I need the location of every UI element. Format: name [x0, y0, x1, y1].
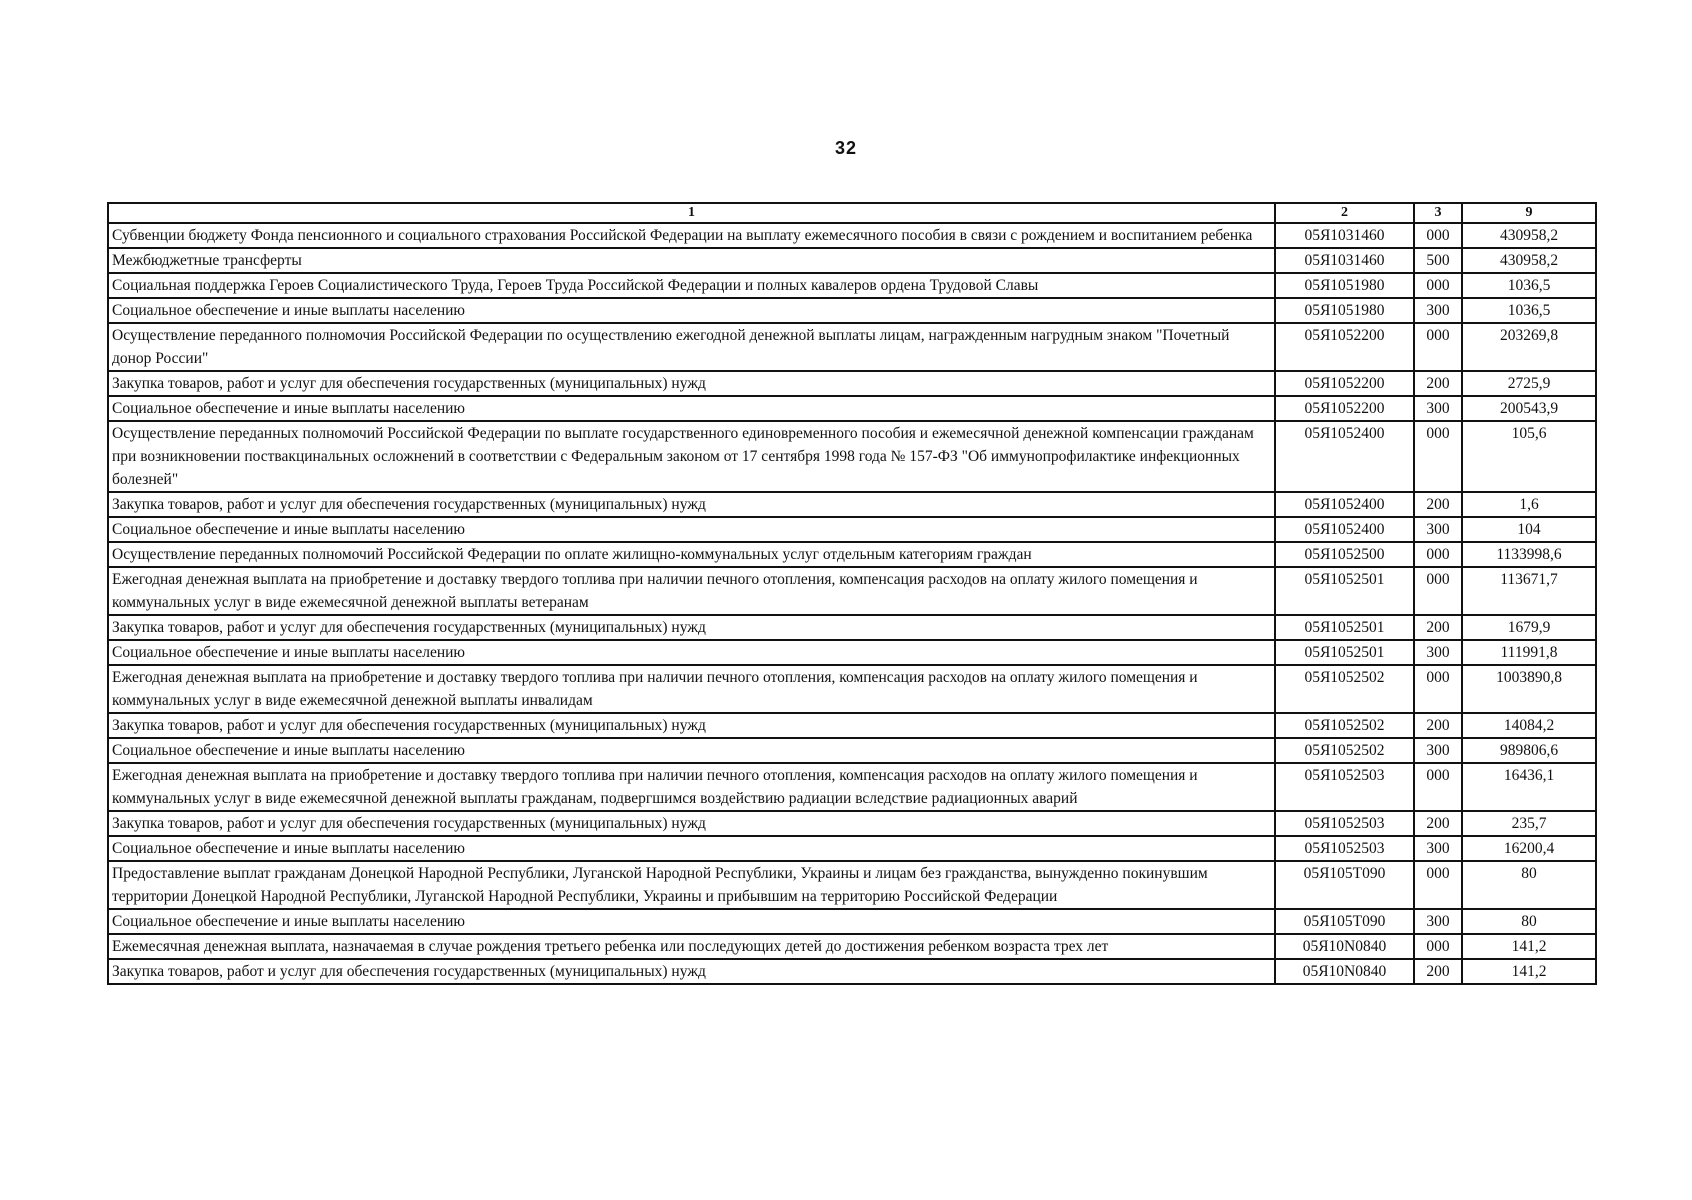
- row-amount: 104: [1462, 517, 1596, 542]
- table-row: [108, 959, 1596, 984]
- row-code: 05Я1031460: [1275, 248, 1414, 273]
- row-name: Социальное обеспечение и иные выплаты населению: [108, 517, 1275, 542]
- row-name: Осуществление переданных полномочий Российской Федерации по оплате жилищно-коммунальных услуг отдельным категориям граждан: [108, 542, 1275, 567]
- row-code: 05Я105Т090: [1275, 861, 1414, 909]
- table-row: [108, 223, 1596, 248]
- row-code: 05Я1052503: [1275, 836, 1414, 861]
- row-code: 05Я105Т090: [1275, 909, 1414, 934]
- row-code: 05Я1052400: [1275, 492, 1414, 517]
- row-type: 000: [1414, 323, 1462, 371]
- table-row: [108, 421, 1596, 492]
- row-amount: 14084,2: [1462, 713, 1596, 738]
- row-code: 05Я1052200: [1275, 396, 1414, 421]
- row-name: Закупка товаров, работ и услуг для обеспечения государственных (муниципальных) нужд: [108, 492, 1275, 517]
- table-row: [108, 273, 1596, 298]
- row-type: 000: [1414, 665, 1462, 713]
- table-row: [108, 861, 1596, 909]
- row-type: 200: [1414, 371, 1462, 396]
- table-header-row: [108, 203, 1596, 223]
- table-row: [108, 396, 1596, 421]
- table-row: [108, 248, 1596, 273]
- table-row: [108, 934, 1596, 959]
- row-amount: 430958,2: [1462, 248, 1596, 273]
- row-code: 05Я1052501: [1275, 615, 1414, 640]
- row-code: 05Я1051980: [1275, 298, 1414, 323]
- table-row: [108, 811, 1596, 836]
- header-col-type: 3: [1414, 203, 1462, 223]
- table-row: [108, 371, 1596, 396]
- table-row: [108, 492, 1596, 517]
- row-name: Осуществление переданных полномочий Российской Федерации по выплате государственного единовременного пособия и ежемесячной денежной компенсации гражданам при возникновении поствакцинальных осложнений в соответствии с Федеральным законом от 17 сентября 1998 года № 157-ФЗ "Об иммунопрофилактике инфекционных болезней": [108, 421, 1275, 492]
- row-amount: 1036,5: [1462, 273, 1596, 298]
- row-type: 500: [1414, 248, 1462, 273]
- row-code: 05Я1052400: [1275, 421, 1414, 492]
- table-row: [108, 615, 1596, 640]
- row-code: 05Я1052400: [1275, 517, 1414, 542]
- row-name: Ежегодная денежная выплата на приобретение и доставку твердого топлива при наличии печного отопления, компенсация расходов на оплату жилого помещения и коммунальных услуг в виде ежемесячной денежной выплаты гражданам, подвергшимся воздействию радиации вследствие радиационных аварий: [108, 763, 1275, 811]
- table-row: [108, 713, 1596, 738]
- row-name: Социальное обеспечение и иные выплаты населению: [108, 836, 1275, 861]
- row-amount: 1133998,6: [1462, 542, 1596, 567]
- budget-table: [107, 202, 1597, 985]
- table-row: [108, 567, 1596, 615]
- row-amount: 1036,5: [1462, 298, 1596, 323]
- table-row: [108, 909, 1596, 934]
- row-type: 200: [1414, 615, 1462, 640]
- row-type: 000: [1414, 861, 1462, 909]
- row-type: 300: [1414, 640, 1462, 665]
- row-code: 05Я1052501: [1275, 640, 1414, 665]
- row-amount: 141,2: [1462, 959, 1596, 984]
- row-type: 200: [1414, 811, 1462, 836]
- row-type: 300: [1414, 396, 1462, 421]
- row-amount: 200543,9: [1462, 396, 1596, 421]
- row-code: 05Я1052502: [1275, 665, 1414, 713]
- row-type: 000: [1414, 421, 1462, 492]
- row-amount: 105,6: [1462, 421, 1596, 492]
- table-row: [108, 665, 1596, 713]
- row-name: Социальная поддержка Героев Социалистического Труда, Героев Труда Российской Федерации и полных кавалеров ордена Трудовой Славы: [108, 273, 1275, 298]
- row-code: 05Я1052501: [1275, 567, 1414, 615]
- row-amount: 111991,8: [1462, 640, 1596, 665]
- row-name: Ежегодная денежная выплата на приобретение и доставку твердого топлива при наличии печного отопления, компенсация расходов на оплату жилого помещения и коммунальных услуг в виде ежемесячной денежной выплаты ветеранам: [108, 567, 1275, 615]
- row-name: Закупка товаров, работ и услуг для обеспечения государственных (муниципальных) нужд: [108, 615, 1275, 640]
- row-name: Субвенции бюджету Фонда пенсионного и социального страхования Российской Федерации на выплату ежемесячного пособия в связи с рождением и воспитанием ребенка: [108, 223, 1275, 248]
- row-name: Социальное обеспечение и иные выплаты населению: [108, 298, 1275, 323]
- row-amount: 141,2: [1462, 934, 1596, 959]
- row-name: Ежегодная денежная выплата на приобретение и доставку твердого топлива при наличии печного отопления, компенсация расходов на оплату жилого помещения и коммунальных услуг в виде ежемесячной денежной выплаты инвалидам: [108, 665, 1275, 713]
- row-type: 000: [1414, 273, 1462, 298]
- row-type: 300: [1414, 517, 1462, 542]
- row-name: Закупка товаров, работ и услуг для обеспечения государственных (муниципальных) нужд: [108, 713, 1275, 738]
- row-type: 000: [1414, 223, 1462, 248]
- row-type: 000: [1414, 567, 1462, 615]
- table-row: [108, 763, 1596, 811]
- row-amount: 203269,8: [1462, 323, 1596, 371]
- table-row: [108, 517, 1596, 542]
- row-amount: 2725,9: [1462, 371, 1596, 396]
- header-col-amount: 9: [1462, 203, 1596, 223]
- row-type: 300: [1414, 836, 1462, 861]
- row-type: 200: [1414, 492, 1462, 517]
- table-body: [108, 223, 1596, 984]
- row-type: 300: [1414, 738, 1462, 763]
- header-col-code: 2: [1275, 203, 1414, 223]
- header-col-name: 1: [108, 203, 1275, 223]
- row-name: Закупка товаров, работ и услуг для обеспечения государственных (муниципальных) нужд: [108, 959, 1275, 984]
- row-amount: 430958,2: [1462, 223, 1596, 248]
- row-name: Межбюджетные трансферты: [108, 248, 1275, 273]
- row-name: Социальное обеспечение и иные выплаты населению: [108, 909, 1275, 934]
- page-number: 32: [834, 138, 858, 158]
- row-code: 05Я10N0840: [1275, 934, 1414, 959]
- row-amount: 80: [1462, 909, 1596, 934]
- table-row: [108, 836, 1596, 861]
- row-type: 000: [1414, 763, 1462, 811]
- row-name: Социальное обеспечение и иные выплаты населению: [108, 640, 1275, 665]
- row-code: 05Я1052502: [1275, 738, 1414, 763]
- row-name: Закупка товаров, работ и услуг для обеспечения государственных (муниципальных) нужд: [108, 371, 1275, 396]
- row-code: 05Я1052200: [1275, 323, 1414, 371]
- row-amount: 1003890,8: [1462, 665, 1596, 713]
- row-amount: 1679,9: [1462, 615, 1596, 640]
- row-amount: 235,7: [1462, 811, 1596, 836]
- row-code: 05Я1052200: [1275, 371, 1414, 396]
- row-amount: 16436,1: [1462, 763, 1596, 811]
- row-name: Социальное обеспечение и иные выплаты населению: [108, 396, 1275, 421]
- row-code: 05Я1051980: [1275, 273, 1414, 298]
- row-code: 05Я10N0840: [1275, 959, 1414, 984]
- row-code: 05Я1052503: [1275, 763, 1414, 811]
- row-name: Социальное обеспечение и иные выплаты населению: [108, 738, 1275, 763]
- row-type: 000: [1414, 542, 1462, 567]
- row-name: Ежемесячная денежная выплата, назначаемая в случае рождения третьего ребенка или последующих детей до достижения ребенком возраста трех лет: [108, 934, 1275, 959]
- row-code: 05Я1031460: [1275, 223, 1414, 248]
- row-amount: 1,6: [1462, 492, 1596, 517]
- row-amount: 113671,7: [1462, 567, 1596, 615]
- row-amount: 16200,4: [1462, 836, 1596, 861]
- row-code: 05Я1052502: [1275, 713, 1414, 738]
- row-type: 000: [1414, 934, 1462, 959]
- row-name: Предоставление выплат гражданам Донецкой Народной Республики, Луганской Народной Республики, Украины и лицам без гражданства, вынужденно покинувшим территории Донецкой Народной Республики, Луганской Народной Республики, Украины и прибывшим на территорию Российской Федерации: [108, 861, 1275, 909]
- row-name: Закупка товаров, работ и услуг для обеспечения государственных (муниципальных) нужд: [108, 811, 1275, 836]
- row-type: 200: [1414, 959, 1462, 984]
- row-type: 300: [1414, 909, 1462, 934]
- row-name: Осуществление переданного полномочия Российской Федерации по осуществлению ежегодной денежной выплаты лицам, награжденным нагрудным знаком "Почетный донор России": [108, 323, 1275, 371]
- table-row: [108, 298, 1596, 323]
- row-type: 300: [1414, 298, 1462, 323]
- row-amount: 80: [1462, 861, 1596, 909]
- table-row: [108, 323, 1596, 371]
- table-row: [108, 640, 1596, 665]
- row-type: 200: [1414, 713, 1462, 738]
- row-amount: 989806,6: [1462, 738, 1596, 763]
- table-row: [108, 738, 1596, 763]
- row-code: 05Я1052500: [1275, 542, 1414, 567]
- row-code: 05Я1052503: [1275, 811, 1414, 836]
- table-row: [108, 542, 1596, 567]
